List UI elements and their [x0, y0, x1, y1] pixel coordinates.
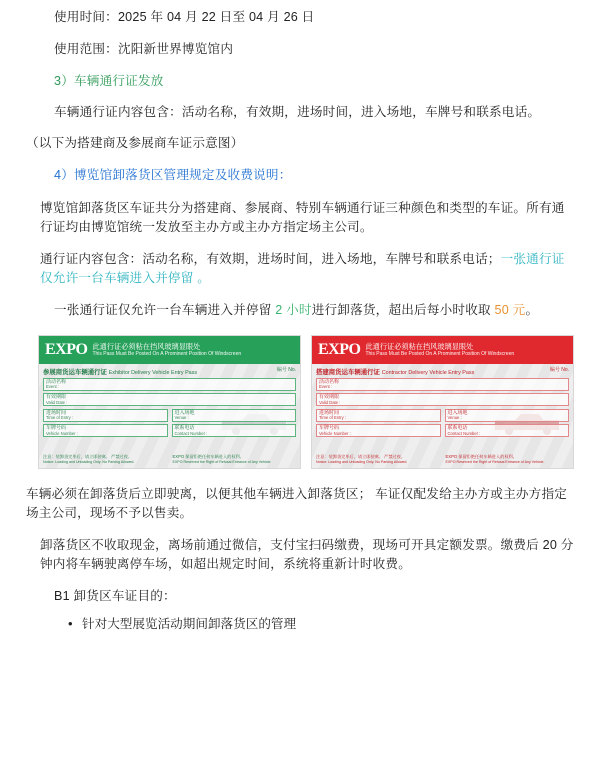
b1-heading: B1 卸货区车证目的：	[54, 589, 176, 604]
section4-p2-highlight: 一张通行证仅允许一台车辆进入并停留 。	[40, 252, 565, 286]
pass-title	[312, 364, 573, 378]
pass-field-vehicle-en: Vehicle Number :	[319, 430, 351, 436]
pass-field-event-en: Event :	[319, 384, 333, 390]
section4-heading: 4）博览馆卸落货区管理规定及收费说明：	[54, 167, 292, 182]
pass-field-vehicle-number	[43, 424, 168, 437]
pass-field-vehicle-en: Vehicle Number :	[46, 430, 78, 436]
pass-field-valid-date-en: Valid Date :	[46, 399, 68, 405]
pass-field-row	[316, 424, 569, 437]
pass-top-banner	[39, 336, 300, 364]
pass-footer-cn: 注意：装卸货完毕后，请立即驶离。 严禁过夜。	[316, 454, 406, 460]
pass-field-time-en: Time of Entry :	[46, 415, 74, 421]
pass-field-grid	[312, 378, 573, 438]
pass-field-valid-date	[43, 393, 296, 406]
pass-field-contact-en: Contact Number :	[174, 430, 208, 436]
pass-title-en: Contractor Delivery Vehicle Entry Pass	[381, 369, 475, 376]
pass-field-time-en: Time of Entry :	[319, 415, 347, 421]
pass-field-venue-en: Venue :	[447, 415, 462, 421]
expo-logo-icon: EXPO	[45, 340, 88, 358]
pass-field-row	[43, 393, 296, 406]
after-image-paragraph-2: 卸落货区不收取现金，离场前通过微信，支付宝扫码缴费，现场可开具定额发票。缴费后 20 分钟内将车辆驶离停车场，如超出规定时间，系统将重新计时收费。	[40, 537, 574, 571]
pass-field-event	[316, 378, 569, 391]
list-item: • 针对大型展览活动期间卸落货区的管理	[68, 615, 574, 634]
pass-field-venue-cn: 进入场地	[174, 409, 195, 416]
pass-field-grid	[39, 378, 300, 438]
section4-p3-end: 。	[525, 303, 539, 318]
pass-field-row	[316, 393, 569, 406]
pass-footer	[39, 452, 300, 468]
pass-footer	[312, 452, 573, 468]
pass-number-label: 编号 No.	[276, 366, 296, 373]
pass-footer-en: Notice: Loading and Unloading Only. No Parking Allowed.	[316, 459, 408, 464]
pass-field-venue-cn: 进入场地	[447, 409, 468, 416]
pass-field-venue-en: Venue :	[174, 415, 189, 421]
after-image-paragraph-1: 车辆必须在卸落货后立即驶离，以便其他车辆进入卸落货区； 车证仅配发给主办方或主办方指定场主公司，现场不予以售卖。	[26, 486, 568, 520]
section4-paragraph-3	[26, 301, 574, 320]
exhibitor-pass-image	[38, 335, 301, 469]
pass-field-valid-date-en: Valid Date :	[319, 399, 341, 405]
pass-field-vehicle-number	[316, 424, 441, 437]
pass-footer2-cn: EXPO 保留拒绝任何车辆进入的权利。	[172, 454, 244, 460]
contractor-pass-image	[311, 335, 574, 469]
pass-field-event-en: Event :	[46, 384, 60, 390]
pass-title-cn: 参展商货运车辆通行证	[43, 368, 107, 376]
pass-title	[39, 364, 300, 378]
usage-time-line: 使用时间：2025 年 04 月 22 日至 04 月 26 日	[54, 10, 315, 24]
pass-field-valid-date-cn: 有效期限	[319, 394, 340, 401]
pass-field-contact-number	[172, 424, 297, 437]
pass-field-contact-cn: 联系电话	[447, 425, 468, 432]
pass-footer-cn: 注意：装卸货完毕后，请立即驶离。 严禁过夜。	[43, 454, 133, 460]
section3-note: （以下为搭建商及参展商车证示意图）	[26, 135, 244, 150]
pass-field-event	[43, 378, 296, 391]
section3-body: 车辆通行证内容包含：活动名称，有效期，进场时间，进入场地，车牌号和联系电话。	[54, 105, 541, 120]
pass-field-row	[316, 378, 569, 391]
pass-field-vehicle-cn: 车牌号码	[319, 425, 340, 432]
section4-p3-text-a: 一张通行证仅允许一台车辆进入并停留	[54, 303, 272, 318]
pass-footer-col-2	[173, 454, 297, 465]
pass-field-time-cn: 进场时间	[46, 409, 67, 416]
pass-field-event-cn: 活动名称	[46, 378, 67, 385]
pass-footer2-en: EXPO Reserved the Right of Refusal Entrance of Any Vehicle.	[172, 459, 272, 464]
pass-title-cn: 搭建商货运车辆通行证	[316, 368, 380, 376]
pass-top-note-en: This Pass Must Be Posted On A Prominent Position Of Windscreen	[92, 350, 242, 357]
section4-p3-text-b: 进行卸落货，超出后每小时收取	[311, 303, 491, 318]
section4-p3-hours: 2 小时	[275, 303, 312, 318]
pass-footer2-en: EXPO Reserved the Right of Refusal Entrance of Any Vehicle.	[445, 459, 545, 464]
pass-field-valid-date-cn: 有效期限	[46, 394, 67, 401]
expo-logo-icon: EXPO	[318, 340, 361, 358]
section4-p3-fee: 50 元	[494, 303, 526, 318]
vehicle-pass-images	[26, 335, 574, 469]
pass-field-venue	[445, 409, 570, 422]
pass-field-event-cn: 活动名称	[319, 378, 340, 385]
pass-title-en: Exhibitor Delivery Vehicle Entry Pass	[108, 369, 198, 376]
pass-footer2-cn: EXPO 保留拒绝任何车辆进入的权利。	[445, 454, 517, 460]
pass-top-note-cn: 此通行证必须粘在挡风玻璃显眼处	[365, 341, 474, 351]
section4-paragraph-1: 博览馆卸落货区车证共分为搭建商、参展商、特别车辆通行证三种颜色和类型的车证。所有通行证均由博览馆统一发放至主办方或主办方指定场主公司。	[40, 200, 565, 234]
pass-footer-en: Notice: Loading and Unloading Only. No Parking Allowed.	[43, 459, 135, 464]
pass-field-contact-en: Contact Number :	[447, 430, 481, 436]
pass-number-label: 编号 No.	[549, 366, 569, 373]
pass-top-note-en: This Pass Must Be Posted On A Prominent Position Of Windscreen	[365, 350, 515, 357]
pass-field-time-cn: 进场时间	[319, 409, 340, 416]
section4-p2-text: 通行证内容包含：活动名称，有效期，进场时间，进入场地，车牌号和联系电话；	[40, 252, 501, 267]
pass-field-time-of-entry	[316, 409, 441, 422]
usage-scope-line: 使用范围：沈阳新世界博览馆内	[54, 42, 234, 57]
pass-field-valid-date	[316, 393, 569, 406]
pass-top-note-cn: 此通行证必须粘在挡风玻璃显眼处	[92, 341, 201, 351]
pass-field-row	[43, 378, 296, 391]
pass-field-contact-number	[445, 424, 570, 437]
pass-field-vehicle-cn: 车牌号码	[46, 425, 67, 432]
pass-top-banner	[312, 336, 573, 364]
pass-footer-col-1	[316, 454, 440, 465]
section4-paragraph-2	[26, 250, 574, 288]
section3-heading: 3）车辆通行证发放	[54, 74, 164, 89]
pass-footer-col-2	[446, 454, 570, 465]
pass-footer-col-1	[43, 454, 167, 465]
pass-field-row	[43, 409, 296, 422]
pass-field-contact-cn: 联系电话	[174, 425, 195, 432]
pass-field-time-of-entry	[43, 409, 168, 422]
pass-field-row	[316, 409, 569, 422]
pass-top-note	[365, 342, 569, 357]
pass-top-note	[92, 342, 296, 357]
pass-field-venue	[172, 409, 297, 422]
b1-bullet-list	[26, 615, 574, 634]
pass-field-row	[43, 424, 296, 437]
